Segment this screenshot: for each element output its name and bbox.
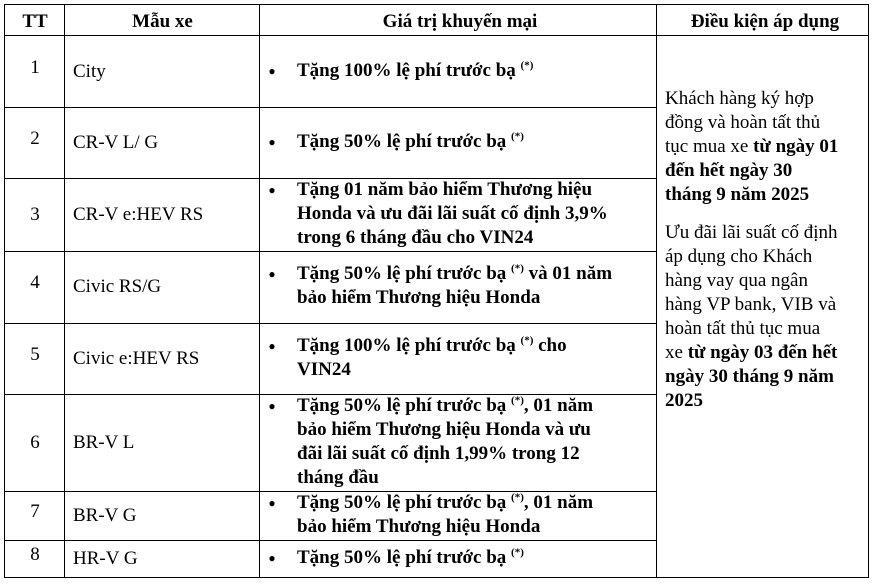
promo-line: VIN24 [297, 359, 351, 380]
grid-line [5, 251, 656, 252]
bullet-icon: ● [268, 551, 276, 565]
row-model: Civic e:HEV RS [73, 348, 200, 369]
condition-line: đồng và hoàn tất thủ [665, 112, 821, 133]
promo-line: Tặng 01 năm bảo hiểm Thương hiệu [297, 179, 593, 200]
condition-line: tháng 9 năm 2025 [665, 184, 810, 205]
condition-line: tục mua xe từ ngày 01 [665, 136, 839, 157]
promo-line: Tặng 100% lệ phí trước bạ (*) cho [297, 334, 567, 356]
header-model: Mẫu xe [132, 11, 193, 32]
row-model: BR-V G [73, 505, 137, 526]
promo-line: Tặng 50% lệ phí trước bạ (*), 01 năm [297, 491, 594, 513]
bullet-icon: ● [268, 399, 276, 413]
promo-line: bảo hiểm Thương hiệu Honda và ưu [297, 419, 591, 440]
row-model: CR-V L/ G [73, 132, 159, 153]
promo-line: Tặng 50% lệ phí trước bạ (*) và 01 năm [297, 262, 613, 284]
grid-line [5, 35, 868, 36]
condition-line: hàng VP bank, VIB và [665, 294, 837, 315]
row-model: City [73, 61, 106, 82]
condition-line: hàng vay qua ngân [665, 270, 808, 291]
condition-paragraph [665, 87, 865, 207]
condition-cell [665, 87, 865, 413]
condition-line: ngày 30 tháng 9 năm [665, 366, 834, 387]
bullet-icon: ● [268, 64, 276, 78]
condition-line: hoàn tất thủ tục mua [665, 318, 821, 339]
bullet-icon: ● [268, 496, 276, 510]
row-number: 3 [30, 204, 40, 225]
promo-line: Tặng 100% lệ phí trước bạ (*) [297, 59, 534, 81]
promo-line: Tặng 50% lệ phí trước bạ (*) [297, 546, 524, 568]
condition-line: Ưu đãi lãi suất cố định [665, 222, 838, 243]
promotion-table [4, 4, 869, 578]
condition-line: đến hết ngày 30 [665, 160, 793, 181]
bullet-icon: ● [268, 135, 276, 149]
row-number: 5 [30, 344, 40, 365]
grid-line [5, 540, 656, 541]
promo-line: bảo hiểm Thương hiệu Honda [297, 516, 541, 537]
promo-line: Tặng 50% lệ phí trước bạ (*) [297, 130, 524, 152]
grid-line [5, 394, 656, 395]
row-number: 8 [30, 544, 40, 565]
row-number: 6 [30, 432, 40, 453]
header-tt: TT [22, 11, 48, 32]
header-condition: Điều kiện áp dụng [690, 11, 840, 32]
bullet-icon: ● [268, 183, 276, 197]
condition-line: xe từ ngày 03 đến hết [665, 342, 838, 363]
row-model: HR-V G [73, 548, 138, 569]
row-model: Civic RS/G [73, 276, 162, 297]
grid-line [5, 107, 656, 108]
row-model: CR-V e:HEV RS [73, 204, 204, 225]
promo-line: trong 6 tháng đầu cho VIN24 [297, 227, 534, 248]
row-number: 7 [30, 501, 40, 522]
grid-line [5, 491, 656, 492]
promo-line: Honda và ưu đãi lãi suất cố định 3,9% [297, 203, 608, 224]
grid-line [5, 178, 656, 179]
condition-line: 2025 [665, 390, 703, 411]
bullet-icon: ● [268, 267, 276, 281]
grid-line [5, 323, 656, 324]
promo-line: bảo hiểm Thương hiệu Honda [297, 287, 541, 308]
bullet-icon: ● [268, 339, 276, 353]
condition-paragraph [665, 221, 865, 413]
promo-line: tháng đầu [297, 467, 379, 488]
row-number: 1 [30, 57, 40, 78]
condition-line: Khách hàng ký hợp [665, 88, 814, 109]
row-number: 4 [30, 272, 40, 293]
row-number: 2 [30, 128, 40, 149]
promo-line: đãi lãi suất cố định 1,99% trong 12 [297, 443, 580, 464]
grid-line [656, 5, 657, 577]
header-promo: Giá trị khuyến mại [382, 11, 538, 32]
promo-line: Tặng 50% lệ phí trước bạ (*), 01 năm [297, 394, 594, 416]
condition-line: áp dụng cho Khách [665, 246, 813, 267]
row-model: BR-V L [73, 432, 135, 453]
